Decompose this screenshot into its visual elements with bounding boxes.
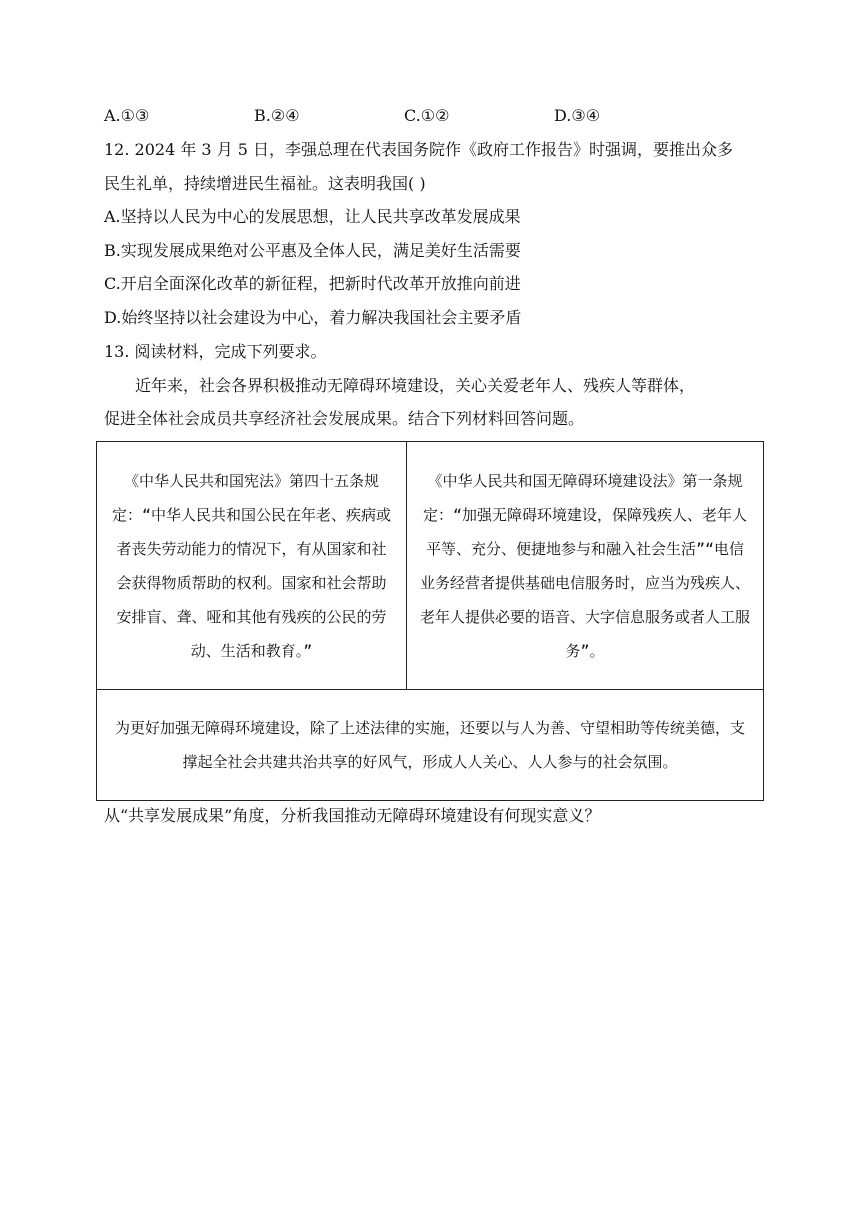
q11-option-b: B.②④ <box>254 106 300 125</box>
q12-option-b: B.实现发展成果绝对公平惠及全体人民，满足美好生活需要 <box>104 241 521 260</box>
q13-intro-line2: 促进全体社会成员共享经济社会发展成果。结合下列材料回答问题。 <box>104 409 585 428</box>
virtues-text: 为更好加强无障碍环境建设，除了上述法律的实施，还要以与人为善、守望相助等传统美德，支撑起全社会共建共治共享的好风气，形成人人关心、人人参与的社会氛围。 <box>114 719 745 771</box>
q11-options <box>0 106 860 126</box>
material-cell-virtues <box>97 689 763 800</box>
q11-option-d: D.③④ <box>554 106 601 125</box>
accessibility-law-text: 《中华人民共和国无障碍环境建设法》第一条规定：“加强无障碍环境建设，保障残疾人、老年人平等、充分、便捷地参与和融入社会生活”“电信业务经营者提供基础电信服务时，应当为残疾人、老年人提供必要的语音、大字信息服务或者人工服务”。 <box>419 471 750 660</box>
material-table <box>96 441 764 801</box>
material-cell-accessibility-law <box>407 442 763 689</box>
q11-option-c: C.①② <box>404 106 450 125</box>
q12-option-c: C.开启全面深化改革的新征程，把新时代改革开放推向前进 <box>104 274 521 293</box>
q12-stem-line2: 民生礼单，持续增进民生福祉。这表明我国( ) <box>104 174 426 193</box>
q12-option-a: A.坚持以人民为中心的发展思想，让人民共享改革发展成果 <box>104 207 521 226</box>
q12-stem-line1: 12. 2024 年 3 月 5 日，李强总理在代表国务院作《政府工作报告》时强调，要推出众多 <box>104 140 734 159</box>
q11-option-a: A.①③ <box>104 106 150 125</box>
constitution-text: 《中华人民共和国宪法》第四十五条规定：“中华人民共和国公民在年老、疾病或者丧失劳动能力的情况下，有从国家和社会获得物质帮助的权利。国家和社会帮助安排盲、聋、哑和其他有残疾的公民的劳动、生活和教育。” <box>111 471 392 660</box>
q12-option-d: D.始终坚持以社会建设为中心，着力解决我国社会主要矛盾 <box>104 308 522 327</box>
material-cell-constitution <box>97 442 407 689</box>
q13-question: 从“共享发展成果”角度，分析我国推动无障碍环境建设有何现实意义？ <box>104 806 601 825</box>
q13-stem: 13. 阅读材料，完成下列要求。 <box>104 342 327 361</box>
q13-intro-line1: 近年来，社会各界积极推动无障碍环境建设，关心关爱老年人、残疾人等群体， <box>135 376 696 395</box>
